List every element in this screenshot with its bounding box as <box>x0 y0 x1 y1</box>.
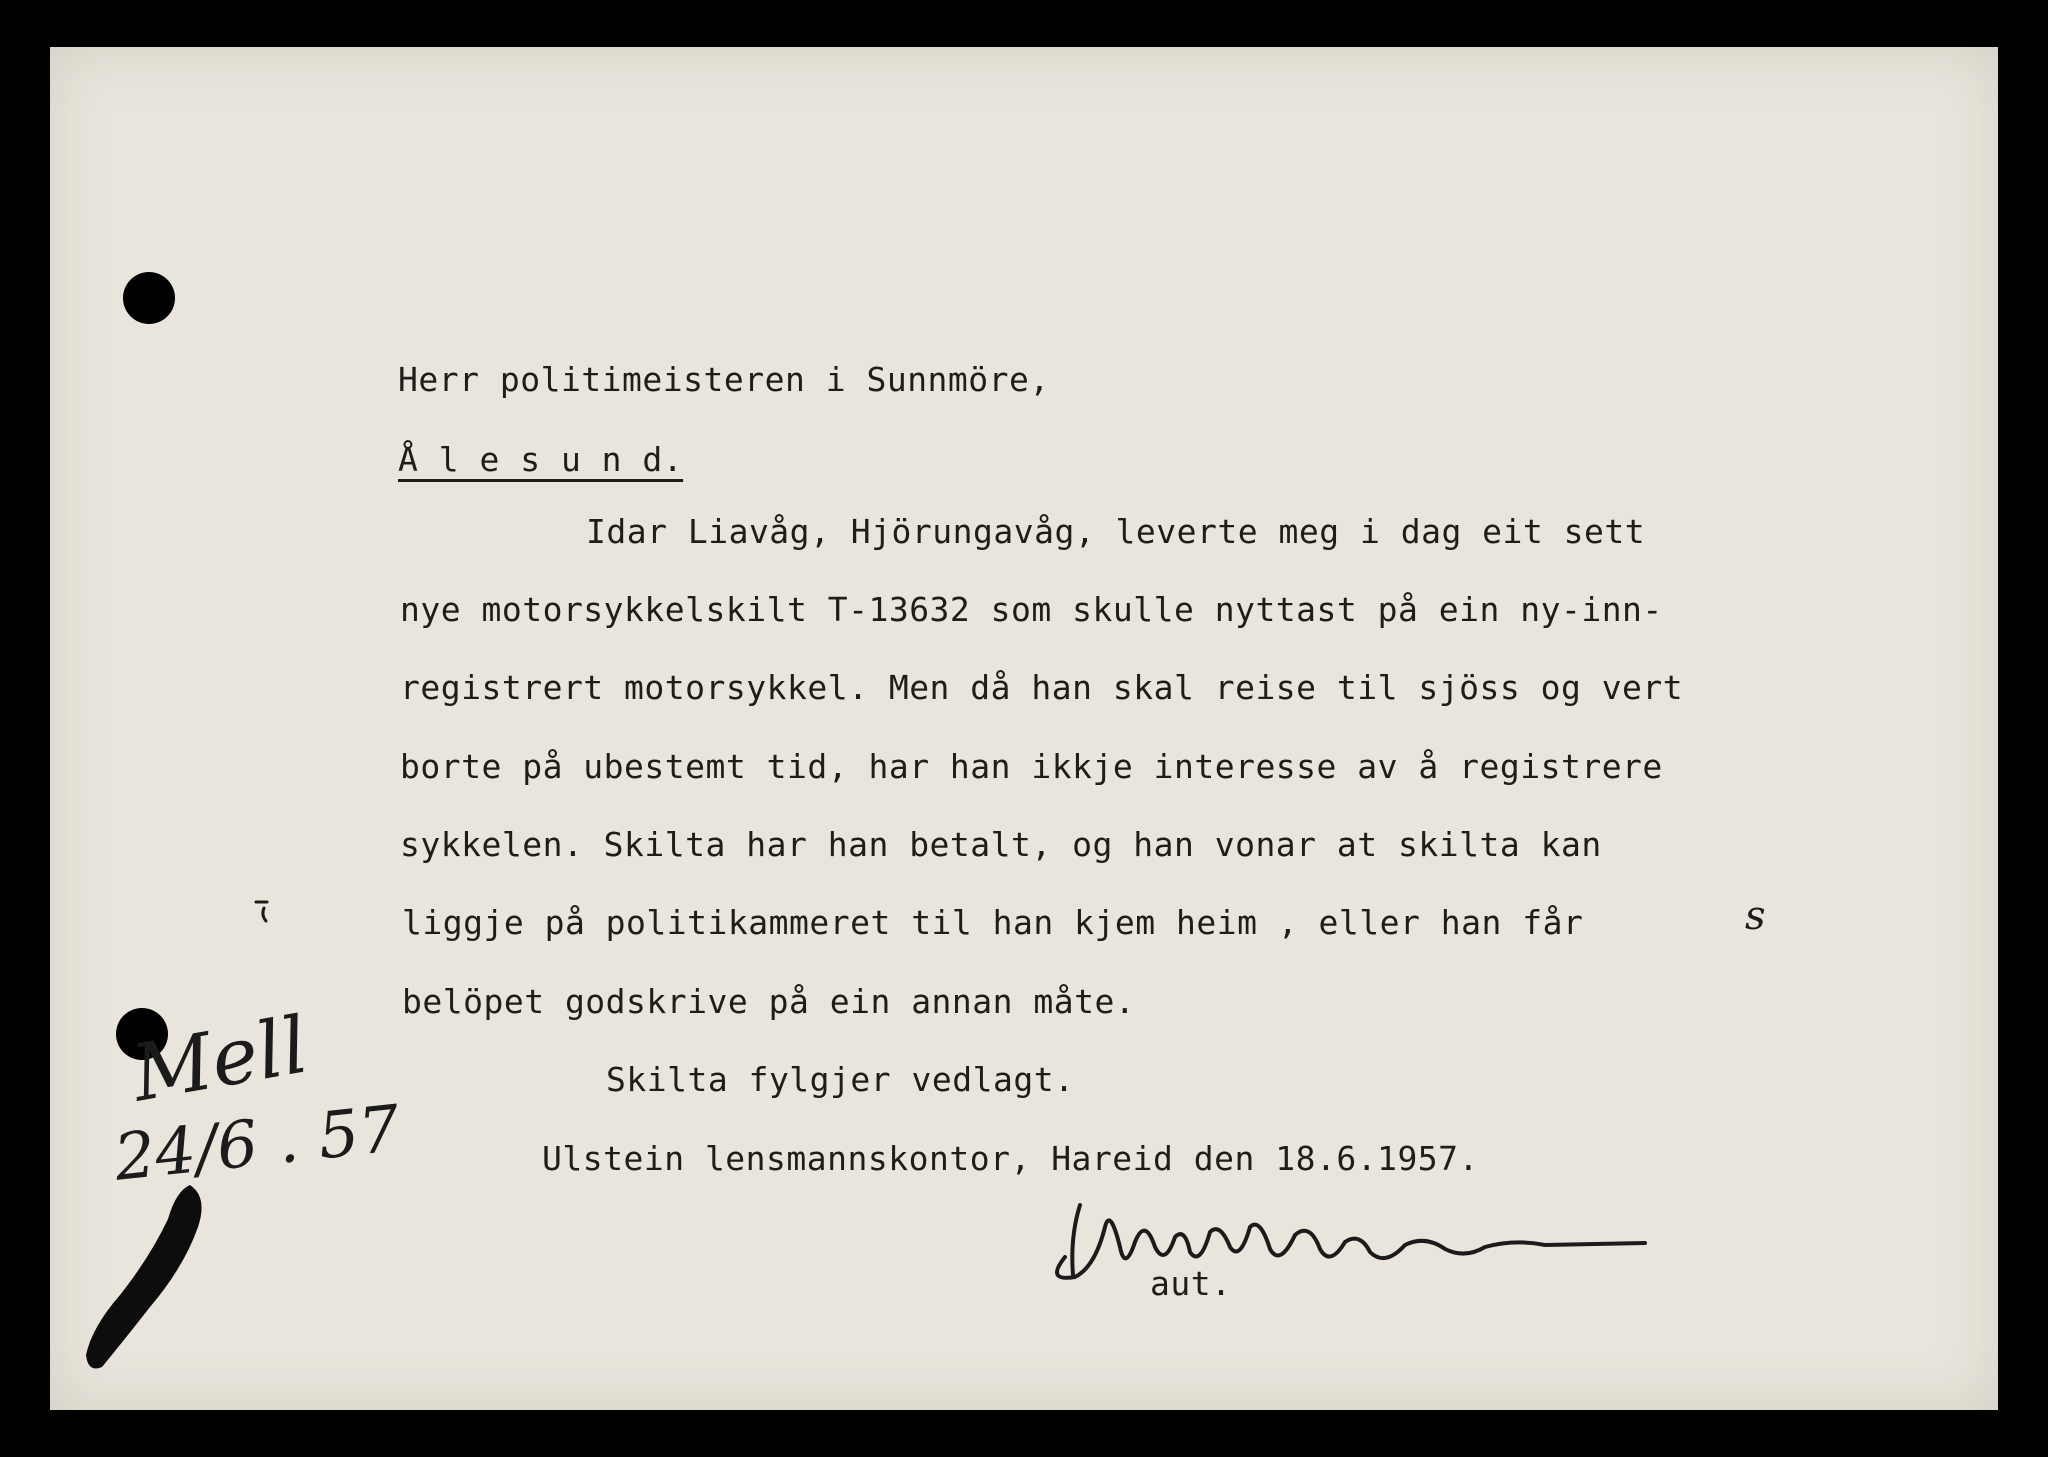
handwritten-correction: s <box>1745 893 1766 939</box>
handwritten-date: 24/6 . 57 <box>110 1092 404 1196</box>
handwritten-signature <box>1025 1187 1685 1297</box>
body-line: liggje på politikammeret til han kjem heim , eller han får <box>402 903 1584 942</box>
body-line: Idar Liavåg, Hjörungavåg, leverte meg i dag eit sett <box>586 512 1646 551</box>
body-line: sykkelen. Skilta har han betalt, og han vonar at skilta kan <box>400 825 1602 864</box>
recipient-line: Herr politimeisteren i Sunnmöre, <box>398 360 1050 399</box>
signature-suffix: aut. <box>1150 1264 1232 1303</box>
body-line: registrert motorsykkel. Men då han skal reise til sjöss og vert <box>400 668 1684 707</box>
body-line: belöpet godskrive på ein annan måte. <box>402 982 1136 1021</box>
body-line: borte på ubestemt tid, har han ikkje interesse av å registrere <box>400 747 1663 786</box>
body-line: nye motorsykkelskilt T-13632 som skulle nyttast på ein ny-inn- <box>400 590 1663 629</box>
place-date-line: Ulstein lensmannskontor, Hareid den 18.6.1957. <box>542 1139 1479 1178</box>
margin-tick-mark <box>253 899 273 925</box>
enclosure-line: Skilta fylgjer vedlagt. <box>606 1060 1075 1099</box>
ink-blot <box>80 1177 210 1377</box>
recipient-city: Å l e s u n d. <box>398 440 684 479</box>
punch-hole-top <box>123 272 175 324</box>
handwritten-initials: Mell <box>125 1000 315 1120</box>
letter-paper <box>50 47 1998 1410</box>
